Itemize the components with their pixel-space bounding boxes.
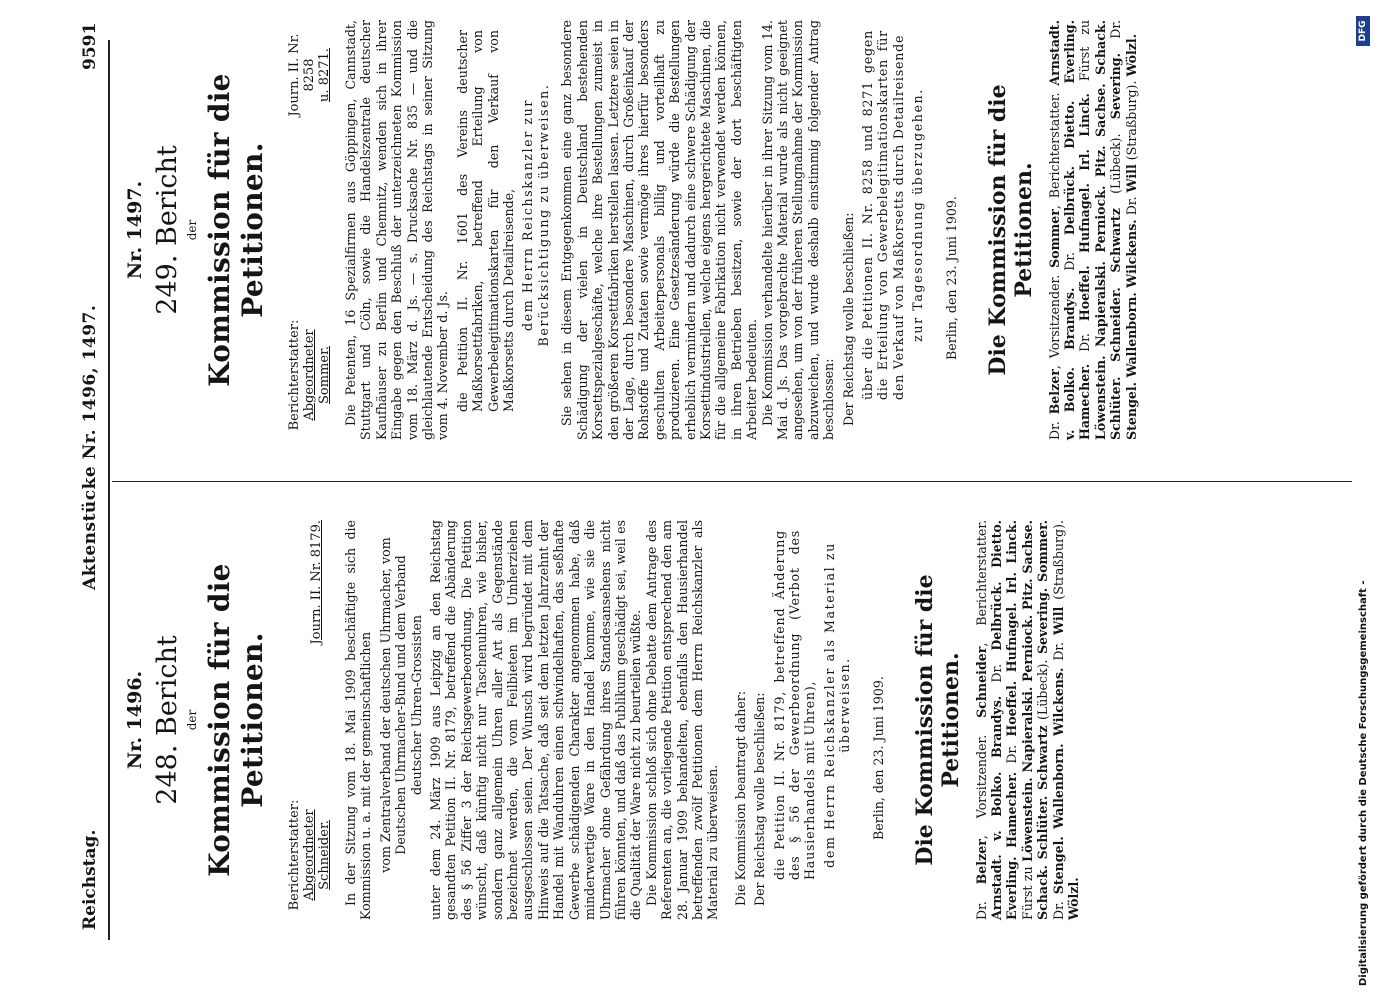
report-heading: 249. Bericht	[152, 145, 183, 315]
commission-members	[974, 520, 1082, 920]
member-name: Wölzl.	[1066, 877, 1082, 920]
page-number: 9591	[80, 22, 100, 70]
report-1496	[120, 520, 1081, 920]
member-name: Will	[1050, 606, 1066, 635]
member-text: (Lübeck).	[1108, 119, 1124, 209]
report-title: Kommission für die Petitionen.	[203, 73, 269, 387]
member-text: Dr.	[1062, 235, 1078, 288]
report-1497	[120, 20, 1139, 440]
member-text: Dr.	[1004, 736, 1020, 772]
member-name: Löwenstein. Napieralski. Perniock. Pitz. Sachse. Schack. Schlüter. Schneider. Schwartz	[1092, 20, 1124, 440]
member-text: (Straßburg).	[1050, 520, 1066, 607]
member-name: Delbrück. Dietto. Everling. Hamecher.	[1062, 19, 1093, 440]
report-der: der	[185, 709, 199, 731]
member-name: Belzer	[1046, 369, 1062, 415]
cited-petition: die Petition II. Nr. 1601 des Vereins deutscher Maßkorsettfabriken, betreffend Erteilung von Gewerbelegitimationskarten für den Verkauf von Maßkorsetts durch Detailreisende,	[454, 30, 517, 412]
member-name: Wölzl.	[1123, 33, 1139, 77]
member-text: , Berichterstatter.	[973, 520, 989, 647]
member-text: Dr.	[1046, 414, 1062, 440]
paragraph: Die Petenten, 16 Spezialfirmen aus Göppingen, Cannstadt, Stuttgart und Cöln, sowie die Handelszentrale deutscher Kaufhäuser zu Berlin und Chemnitz, wenden sich in ihrer Eingabe gegen den Beschluß der unterzeichneten Kommission vom 18. März d. Js. — s. Drucksache Nr. 835 — und die gleichlautende Entscheidung des Reichstags in seiner Sitzung vom 4. November d. Js.	[343, 20, 451, 440]
member-text: Fürst zu	[1077, 20, 1093, 94]
rapporteur-name: Abgeordneter Schneider.	[302, 809, 332, 901]
member-name: Hoeffel. Hufnagel. Irl. Linck.	[1077, 93, 1093, 322]
paragraph: Die Kommission verhandelte hierüber in ihrer Sitzung vom 14. Mai d. Js. Das vorgebrachte Material wurde als nicht geeignet angesehen, um von der früheren Stellungnahme der Kommission abzuweichen, und wurde deshalb einstimmig folgender Antrag beschlossen:	[759, 20, 837, 440]
journal-number-a: Journ. II. Nr. 8258	[287, 33, 317, 117]
member-text: Dr.	[1108, 20, 1124, 53]
member-name: Arnstadt. v. Bolko. Brandys.	[989, 695, 1004, 920]
member-name: Löwenstein. Napieralski. Perniock. Pitz. Sachse. Schack. Schlüter. Schwartz	[1019, 520, 1051, 920]
member-text: Fürst zu	[1019, 861, 1035, 920]
member-text: Dr.	[989, 650, 1004, 696]
journal-number: Journ. II. Nr. 8179.	[309, 520, 324, 645]
report-number: Nr. 1496.	[124, 670, 146, 770]
report-der: der	[185, 219, 199, 241]
member-text: , Berichterstatter.	[1046, 85, 1062, 210]
report-date: Berlin, den 23. Juni 1909.	[943, 196, 959, 360]
journal-number	[287, 20, 332, 130]
petitioners-block: vom Zentralverband der deutschen Uhrmacher, vom Deutschen Uhrmacher-Bund und dem Verband deutscher Uhren-Grossisten	[377, 537, 424, 873]
paragraph: unter dem 24. März 1909 aus Leipzig an den Reichstag gesandten Petition II. Nr. 8179, betreffend die Abänderung des § 56 Ziffer 3 der Reichsgewerbeordnung. Die Petition wünscht, daß künftig nicht nur Taschenuhren, wie bisher, sondern ganz allgemein Uhren aller Art als Gegenstände bezeichnet werden, die vom Feilbieten im Umherziehen ausgeschlossen seien. Der Wunsch wird begründet mit dem Hinweis auf die Tatsache, daß seit dem letzten Jahrzehnt der Handel mit Wanduhren einen schwindelhaften, das seßhafte Gewerbe schädigenden Charakter angenommen habe, daß minderwertige Ware in den Handel komme, wie sie die Uhrmacher ohne Gefährdung ihres Standesansehens nicht führen könnten, und daß das Publikum geschädigt sei, weil es die Qualität der Ware nicht zu beurteilen wüßte.	[428, 520, 644, 920]
member-text: Dr.	[1077, 321, 1093, 364]
member-name: Delbrück. Dietto. Everling. Hamecher.	[989, 520, 1020, 920]
header-left: Reichstag.	[80, 829, 100, 930]
cited-conclusion: dem Herrn Reichskanzler zur Berücksichtigung zu überweisen.	[520, 83, 551, 347]
digitization-credit	[1352, 0, 1374, 1000]
rapporteur-label: Berichterstatter:	[287, 799, 302, 911]
report-heading: 248. Bericht	[152, 635, 183, 805]
rapporteur-name: Abgeordneter Sommer.	[302, 329, 332, 421]
member-name: Belzer	[973, 839, 989, 885]
resolution-conclusion: zur Tagesordnung überzugehen.	[910, 88, 926, 342]
member-name: Hoeffel. Hufnagel. Irl. Linck.	[1004, 520, 1020, 737]
member-name: Arnstadt. v. Bolko. Brandys.	[1046, 20, 1078, 440]
member-name: Sommer	[1046, 209, 1062, 268]
resolution-conclusion: dem Herrn Reichskanzler als Material zu überweisen.	[821, 542, 853, 868]
rapporteur	[287, 310, 332, 440]
resolution-text: die Petition II. Nr. 8179, betreffend Änderung des § 56 der Gewerbeordnung (Verbot des Hausierhandels mit Uhren),	[771, 530, 818, 880]
rapporteur-label: Berichterstatter:	[287, 319, 302, 431]
paragraph: Die Kommission schloß sich ohne Debatte dem Antrage des Referenten an, die vorliegende Petition entsprechend den am 28. Januar 1909 behandelten, ebenfalls den Hausierhandel betreffenden zwölf Petitionen dem Herrn Reichskanzler als Material zu überweisen.	[643, 520, 721, 920]
header-title: Aktenstücke Nr. 1496, 1497.	[80, 304, 100, 590]
member-text: , Vorsitzender.	[973, 717, 989, 840]
member-text: Dr.	[1050, 634, 1066, 668]
member-text: Dr.	[1050, 894, 1066, 920]
credit-text: Digitalisierung gefördert durch die Deutsche Forschungsgemeinschaft -	[1358, 580, 1369, 986]
member-name: Severing.	[1108, 52, 1124, 120]
member-text: Dr.	[1123, 192, 1139, 220]
column-divider	[112, 481, 1352, 482]
paragraph: In der Sitzung vom 18. Mai 1909 beschäftigte sich die Kommission u. a. mit der gemeinschaftlichen	[343, 520, 374, 920]
member-name: Stengel. Wallenborn. Wilckens.	[1050, 667, 1066, 895]
dfg-logo: DFG	[1356, 16, 1370, 46]
running-header	[68, 22, 108, 930]
header-rule	[108, 40, 110, 940]
member-name: Will	[1123, 164, 1139, 193]
report-number: Nr. 1497.	[124, 180, 146, 280]
motion-intro: Die Kommission beantragt daher:	[732, 690, 748, 906]
rapporteur-row	[287, 520, 335, 920]
report-title: Kommission für die Petitionen.	[203, 563, 269, 877]
resolution-text: über die Petitionen II. Nr. 8258 und 8271 gegen die Erteilung von Gewerbelegitimationskarten für den Verkauf von Maßkorsetts durch Detailreisende	[860, 30, 906, 400]
resolution-intro: Der Reichstag wolle beschließen:	[840, 212, 856, 426]
rapporteur	[287, 790, 332, 920]
commission-members	[1047, 20, 1139, 440]
paragraph: Sie sehen in diesem Entgegenkommen eine ganz besondere Schädigung der vielen in Deutschland bestehenden Korsettspezialgeschäfte, welche ihre Bestellungen zumeist in den größeren Korsettfabriken herstellen lassen. Letztere seien in der Lage, durch besondere Maschinen, durch Großeinkauf der Rohstoffe und Zutaten sowie vermöge ihres hierfür besonders geschulten Arbeiterpersonals billig und vorteilhaft zu produzieren. Eine Gesetzesänderung würde die Bestellungen erheblich vermindern und dadurch eine schwere Schädigung der Korsettindustriellen, welche eigens hergerichtete Maschinen, die für die allgemeine Fabrikation nicht verwendet werden können, in ihren Betrieben besitzen, sowie der dort beschäftigten Arbeiter bedeuten.	[559, 20, 760, 440]
resolution-intro: Der Reichstag wolle beschließen:	[752, 692, 768, 906]
signature-title: Die Kommission für die Petitionen.	[984, 84, 1037, 376]
member-name: Severing. Sommer.	[1035, 520, 1051, 655]
member-text: (Straßburg).	[1123, 76, 1139, 165]
member-text: (Lübeck).	[1035, 654, 1051, 726]
member-name: Stengel. Wallenborn. Wilckens.	[1123, 219, 1139, 440]
signature-title: Die Kommission für die Petitionen.	[911, 574, 964, 866]
rapporteur-row	[287, 20, 335, 440]
member-text: Dr.	[973, 884, 989, 920]
member-text: , Vorsitzender.	[1046, 267, 1062, 370]
member-name: Schneider	[973, 646, 989, 718]
report-date: Berlin, den 23. Juni 1909.	[870, 676, 886, 840]
journal-number-b: u. 8271.	[317, 48, 332, 102]
